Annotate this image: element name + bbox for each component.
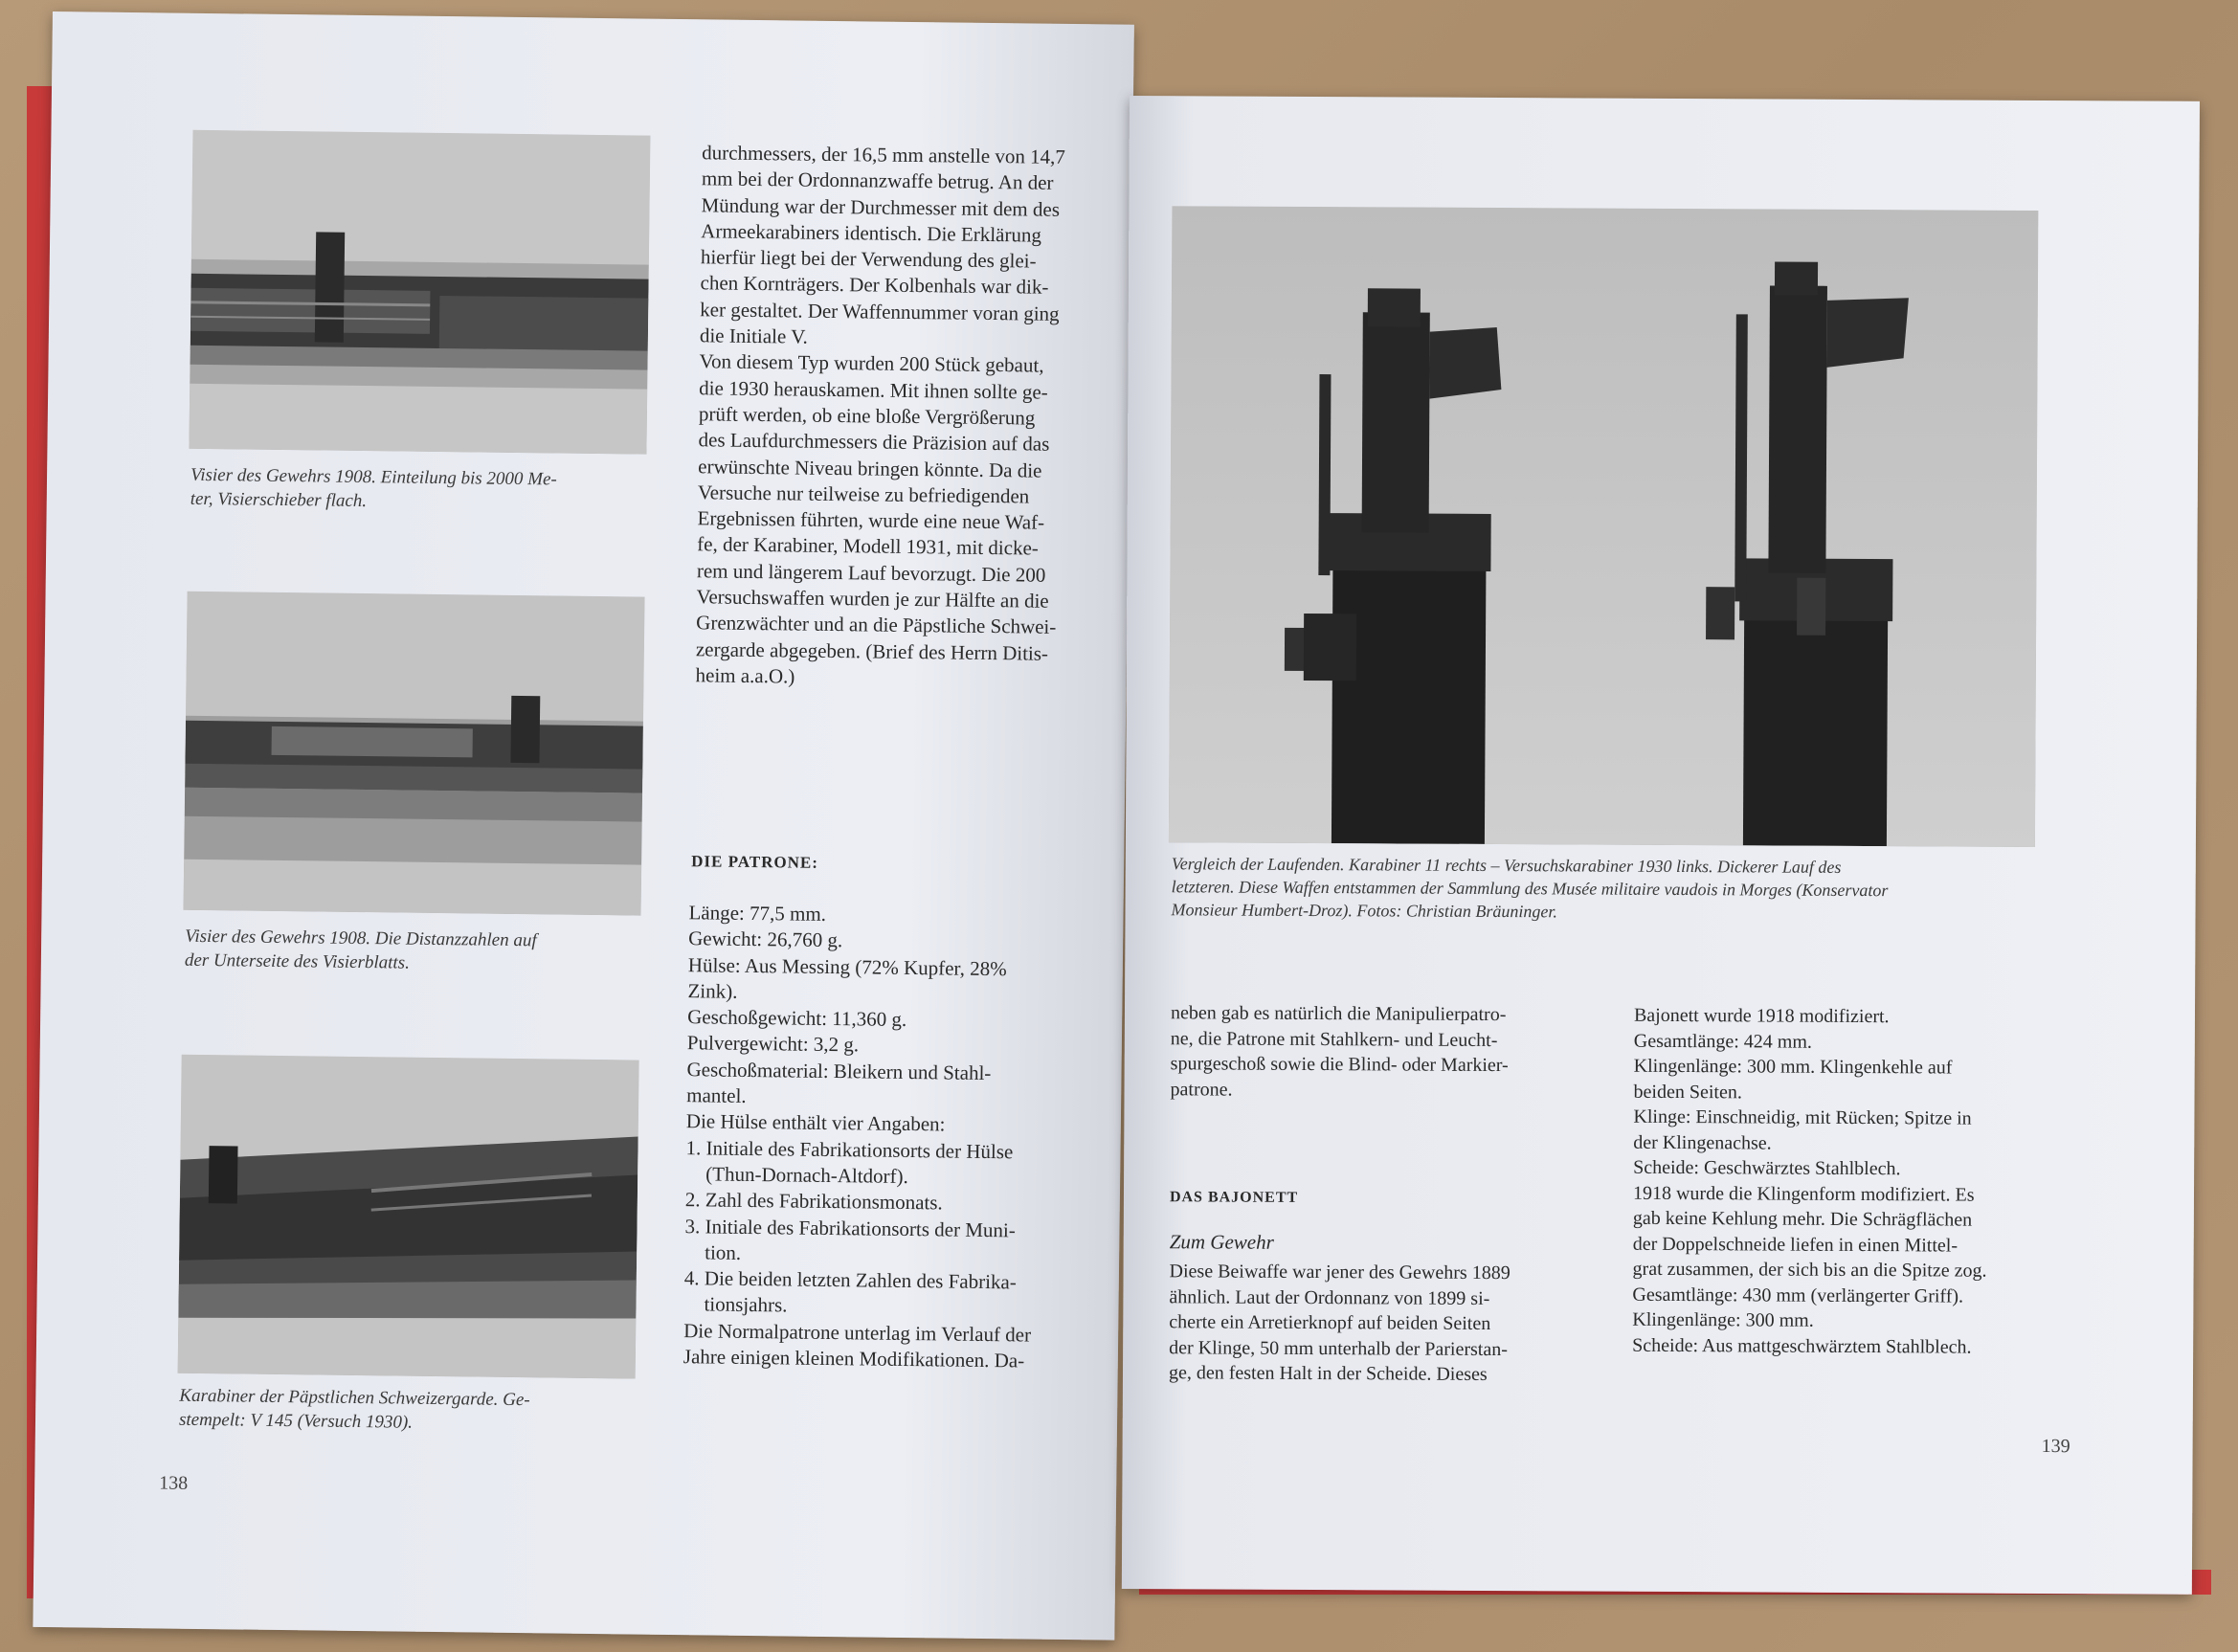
body-text-column [695,140,1104,693]
rifle-sight-illustration-1 [189,130,650,455]
spec-line: tion. [684,1240,742,1264]
body-line: der Klinge, 50 mm unterhalb der Parierstan- [1169,1336,1508,1360]
body-line: heim a.a.O.) [695,663,795,688]
spec-line: Geschoßgewicht: 11,360 g. [687,1005,907,1032]
body-line: die Initiale V. [699,324,809,348]
body-line: chen Kornträgers. Der Kolbenhals war dik- [700,271,1049,300]
body-line: der Doppelschneide liefen in einen Mittel- [1632,1233,1958,1257]
spec-line: Die Normalpatrone unterlag im Verlauf der [683,1318,1032,1347]
body-line: patrone. [1170,1078,1233,1101]
caption-line: ter, Visierschieber flach. [190,488,368,512]
spec-line: 4. Die beiden letzten Zahlen des Fabrika- [683,1266,1017,1294]
right-column-2-text [1632,1003,2055,1360]
caption-line: Vergleich der Laufenden. Karabiner 11 rechts – Versuchskarabiner 1930 links. Dickerer Lauf des [1171,854,1842,877]
caption-line: letzteren. Diese Waffen entstammen der Sammlung des Musée militaire vaudois in Morges (Konservator [1171,877,1889,901]
body-line: Klingenlänge: 300 mm. [1632,1308,1814,1331]
body-line: ne, die Patrone mit Stahlkern- und Leucht- [1170,1027,1498,1051]
body-line: zergarde abgegeben. (Brief des Herrn Ditis- [695,636,1049,665]
body-line: Gesamtlänge: 430 mm (verlängerter Griff). [1632,1284,1964,1307]
photo-caption-1 [190,463,651,517]
body-line: Grenzwächter und an die Päpstliche Schwei- [696,611,1057,639]
right-page [1122,96,2200,1595]
body-line: cherte ein Arretierknopf auf beiden Seiten [1169,1311,1491,1334]
caption-line: Karabiner der Päpstlichen Schweizergarde. Ge- [179,1385,530,1411]
spec-line: Die Hülse enthält vier Angaben: [685,1109,946,1136]
body-line: spurgeschoß sowie die Blind- oder Markier- [1170,1053,1509,1077]
subheading-zum-gewehr: Zum Gewehr [1169,1230,1274,1254]
body-line: Versuchswaffen wurden je zur Hälfte an die [696,585,1049,613]
spec-line: Geschoßmaterial: Bleikern und Stahl- [686,1057,992,1084]
body-line: grat zusammen, der sich bis an die Spitze zog. [1632,1258,1987,1282]
body-line: die 1930 herauskamen. Mit ihnen sollte ge- [699,375,1048,404]
photo-caption-2 [185,925,645,978]
body-line: fe, der Karabiner, Modell 1931, mit dicke- [697,532,1039,561]
caption-line: Monsieur Humbert-Droz). Fotos: Christian Bräuninger. [1171,900,1557,922]
body-line: durchmessers, der 16,5 mm anstelle von 14,7 [702,141,1066,168]
caption-line: der Unterseite des Visierblatts. [184,949,411,973]
spec-line: Hülse: Aus Messing (72% Kupfer, 28% [687,952,1007,980]
body-line: hierfür liegt bei der Verwendung des glei- [700,245,1037,273]
caption-line: Visier des Gewehrs 1908. Die Distanzzahlen auf [185,926,537,951]
page-number-left: 138 [159,1472,189,1494]
left-page [33,11,1134,1641]
body-line: ähnlich. Laut der Ordonnanz von 1899 si- [1169,1285,1490,1309]
spec-line: Gewicht: 26,760 g. [688,926,843,952]
body-line: Diese Beiwaffe war jener des Gewehrs 1889 [1169,1261,1511,1284]
carbine-photo [178,1055,639,1379]
body-line: Ergebnissen führten, wurde eine neue Waf- [697,506,1045,534]
spec-line: 3. Initiale des Fabrikationsorts der Muni- [684,1214,1016,1241]
body-line: Bajonett wurde 1918 modifiziert. [1633,1004,1890,1028]
body-line: gab keine Kehlung mehr. Die Schrägflächen [1632,1207,1973,1231]
body-line: prüft werden, ob eine bloße Vergrößerung [698,402,1036,430]
body-line: der Klingenachse. [1633,1131,1772,1154]
body-line: erwünschte Niveau bringen könnte. Da die [698,454,1042,482]
page-number-right: 139 [2041,1436,2070,1458]
body-line: Armeekarabiners identisch. Die Erklärung [701,219,1042,247]
caption-line: stempelt: V 145 (Versuch 1930). [178,1409,414,1433]
right-column-1-text [1170,1000,1592,1104]
body-line: Von diesem Typ wurden 200 Stück gebaut, [699,349,1044,378]
rifle-sight-photo-1 [189,130,650,455]
spec-line: mantel. [686,1083,747,1108]
rifle-sight-photo-2 [184,592,645,916]
body-line: Gesamtlänge: 424 mm. [1633,1030,1812,1053]
spec-line: 2. Zahl des Fabrikationsmonats. [684,1188,943,1215]
body-line: Scheide: Aus mattgeschwärztem Stahlblech. [1632,1334,1972,1358]
body-line: mm bei der Ordonnanzwaffe betrug. An der [701,167,1054,195]
spec-line: Länge: 77,5 mm. [688,901,827,926]
barrel-comparison-caption [1171,852,2051,926]
body-line: neben gab es natürlich die Manipulierpatro- [1170,1002,1507,1026]
spec-line: Zink). [687,979,738,1003]
body-line: Klinge: Einschneidig, mit Rücken; Spitze in [1633,1105,1972,1129]
body-line: Scheide: Geschwärztes Stahlblech. [1633,1156,1901,1180]
spec-line: 1. Initiale des Fabrikationsorts der Hülse [685,1135,1014,1164]
body-line: beiden Seiten. [1633,1081,1742,1103]
spec-line: (Thun-Dornach-Altdorf). [685,1162,909,1188]
spec-line: tionsjahrs. [683,1292,788,1317]
carbine-illustration [178,1055,639,1379]
barrel-comparison-photo [1169,206,2038,847]
section-heading-patrone: DIE PATRONE: [691,852,819,872]
body-line: Mündung war der Durchmesser mit dem des [701,192,1061,221]
caption-line: Visier des Gewehrs 1908. Einteilung bis 2000 Me- [190,464,557,490]
body-line: rem und längerem Lauf bevorzugt. Die 200 [696,559,1046,587]
body-line: Klingenlänge: 300 mm. Klingenkehle auf [1633,1055,1953,1079]
spec-line: Jahre einigen kleinen Modifikationen. Da- [683,1345,1025,1373]
right-column-1-text-b [1169,1259,1591,1388]
photo-caption-3 [179,1384,639,1438]
body-line: ge, den festen Halt in der Scheide. Dieses [1168,1362,1488,1385]
body-line: ker gestaltet. Der Waffennummer voran ging [700,298,1060,325]
specs-text-column [683,900,1091,1374]
body-line: des Laufdurchmessers die Präzision auf das [698,428,1050,457]
spec-line: Pulvergewicht: 3,2 g. [686,1031,860,1057]
rifle-sight-illustration-2 [184,592,645,916]
barrel-comparison-illustration [1169,206,2038,847]
section-heading-bajonett: DAS BAJONETT [1169,1189,1299,1206]
body-line: Versuche nur teilweise zu befriedigenden [697,480,1030,508]
body-line: 1918 wurde die Klingenform modifiziert. Es [1632,1182,1975,1206]
